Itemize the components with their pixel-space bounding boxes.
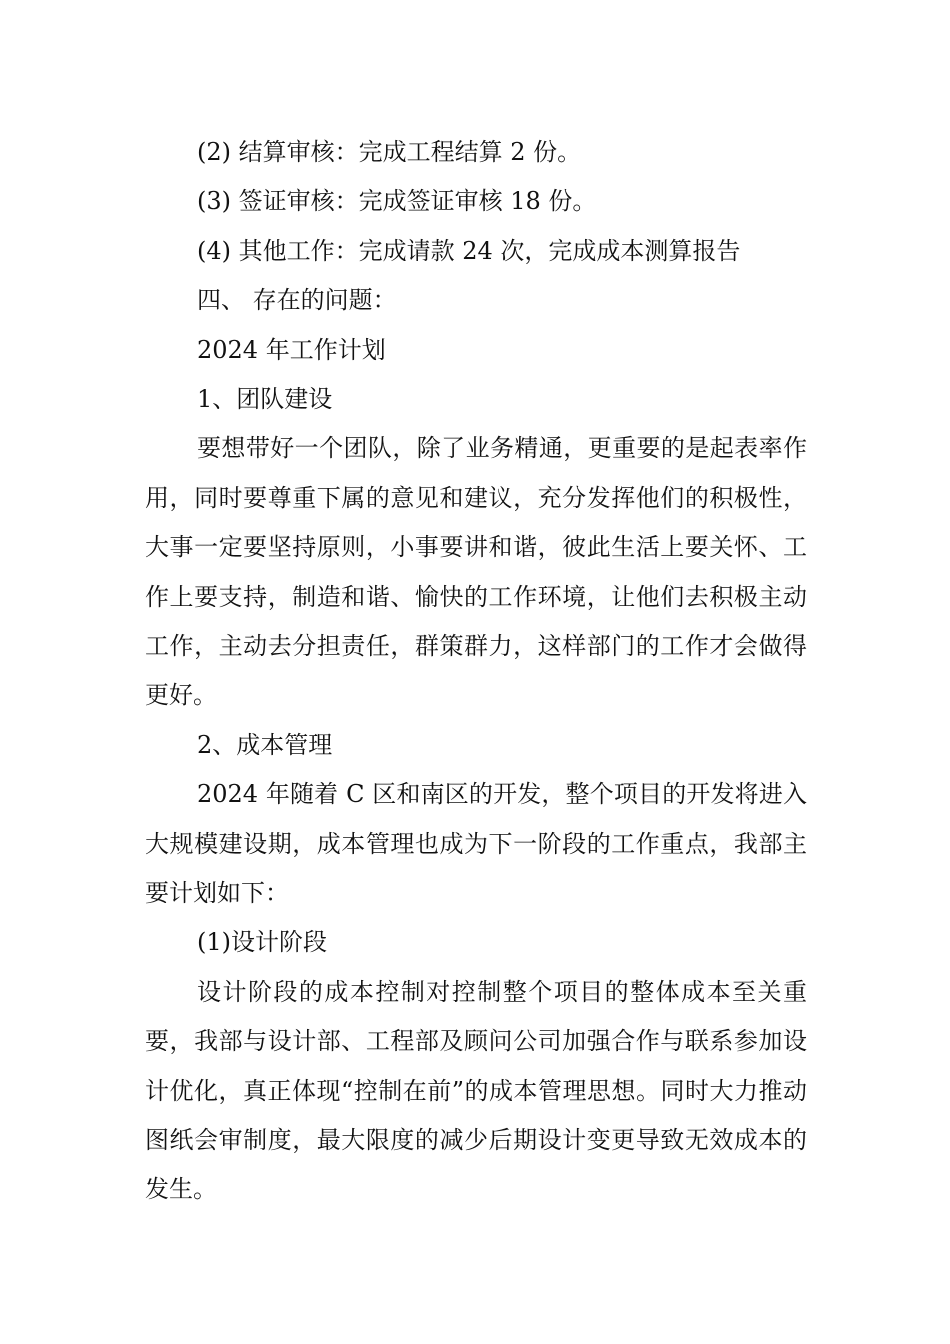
paragraph-team-building: 要想带好一个团队，除了业务精通，更重要的是起表率作用，同时要尊重下属的意见和建议，充分发挥他们的积极性，大事一定要坚持原则，小事要讲和谐，彼此生活上要关怀、工作上要支持，制造和谐、愉快的工作环境，让他们去积极主动工作，主动去分担责任，群策群力，这样部门的工作才会做得更好。: [145, 434, 807, 710]
item-visa-review: (3) 签证审核：完成签证审核 18 份。: [197, 187, 597, 216]
subheading-cost-management: 2、成本管理: [197, 730, 333, 759]
item-settlement-review: (2) 结算审核：完成工程结算 2 份。: [197, 138, 582, 166]
section-heading-work-plan: 2024 年工作计划: [197, 335, 386, 364]
item-other-work: (4) 其他工作：完成请款 24 次，完成成本测算报告: [197, 236, 741, 265]
subheading-team-building: 1、团队建设: [197, 384, 333, 413]
paragraph-cost-management: 2024 年随着 C 区和南区的开发，整个项目的开发将进入大规模建设期，成本管理也成为下一阶段的工作重点，我部主要计划如下：: [145, 780, 807, 907]
paragraph-design-stage: 设计阶段的成本控制对控制整个项目的整体成本至关重要，我部与设计部、工程部及顾问公司加强合作与联系参加设计优化，真正体现“控制在前”的成本管理思想。同时大力推动图纸会审制度，最大限度的减少后期设计变更导致无效成本的发生。: [145, 977, 807, 1204]
document-body: [145, 128, 807, 1215]
section-heading-problems: 四、 存在的问题：: [197, 286, 397, 315]
subheading-design-stage: (1)设计阶段: [197, 928, 327, 957]
